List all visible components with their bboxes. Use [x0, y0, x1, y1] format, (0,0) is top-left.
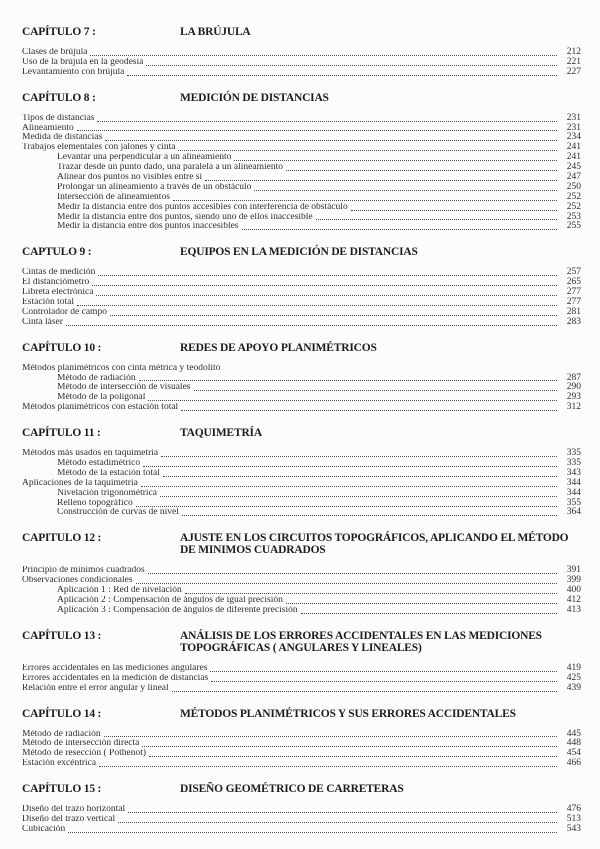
dot-leader	[161, 456, 557, 457]
dot-leader	[98, 275, 557, 276]
dot-leader	[316, 219, 557, 220]
toc-entry-page: 454	[566, 748, 581, 759]
dot-leader	[181, 410, 557, 411]
toc-entry-title: Método de radiación	[22, 729, 101, 739]
dot-leader	[139, 380, 557, 381]
chapter-label: CAPÍTULO 13 :	[22, 629, 102, 642]
dot-leader	[234, 160, 557, 161]
chapter-entries	[22, 805, 581, 835]
toc-entry-title: Trabajos elementales con jalones y cinta	[22, 143, 176, 153]
chapter-title-line: TOPOGRÁFICAS ( ANGULARES Y LINEALES)	[180, 641, 422, 654]
chapter-heading	[22, 26, 581, 38]
toc-entry	[22, 308, 581, 318]
toc-entry-title: Alinear dos puntos no visibles entre sí	[57, 173, 203, 182]
toc-entry-page: 257	[566, 267, 581, 278]
dot-leader	[242, 229, 557, 230]
toc-entry	[22, 364, 581, 374]
toc-entry-page: 241	[566, 152, 581, 163]
dot-leader	[194, 390, 558, 391]
chapter-entries	[22, 566, 581, 615]
dot-leader	[136, 506, 557, 507]
chapter-entries	[22, 664, 581, 694]
toc-entry-title: Medir la distancia entre dos puntos inaccesibles	[57, 222, 239, 232]
toc-entry-title: Construcción de curvas de nivel	[57, 508, 179, 518]
chapter-entries	[22, 114, 581, 233]
toc-entry	[22, 596, 581, 606]
chapter-title	[180, 92, 581, 104]
toc-entry	[22, 825, 581, 835]
chapter-section	[22, 427, 581, 518]
dot-leader	[286, 170, 557, 171]
toc-entry-title: Libreta electrónica	[22, 288, 94, 298]
dot-leader	[105, 140, 557, 141]
toc-entry	[22, 58, 581, 68]
toc-entry-title: Trazar desde un punto dado, una paralela a un alineamiento	[57, 163, 283, 173]
toc-entry-title: Uso de la brújula en la geodesia	[22, 57, 144, 67]
toc-entry-title: Clases de brújula	[22, 47, 88, 57]
toc-entry-title: Errores accidentales en la medición de distancias	[22, 673, 209, 683]
dot-leader	[77, 130, 557, 131]
chapter-heading	[22, 783, 581, 795]
toc-entry	[22, 684, 581, 694]
toc-entry	[22, 213, 581, 223]
toc-entry	[22, 383, 581, 393]
chapter-entries	[22, 268, 581, 327]
toc-entry	[22, 509, 581, 519]
chapter-title	[180, 246, 581, 258]
toc-entry-page: 391	[566, 565, 581, 576]
toc-entry-page: 343	[566, 467, 581, 478]
toc-entry-page: 231	[566, 122, 581, 133]
chapter-label: CAPÍTULO 8 :	[22, 91, 96, 104]
dot-leader	[90, 55, 557, 56]
toc-entry-page: 250	[566, 181, 581, 192]
toc-entry-page: 466	[566, 758, 581, 769]
chapter-title	[180, 783, 581, 795]
toc-entry	[22, 193, 581, 203]
chapter-title-line: DE MINIMOS CUADRADOS	[180, 544, 326, 557]
toc-entry-title: Aplicación 2 : Compensación de ángulos de igual precisión	[57, 596, 283, 606]
toc-entry-title: Levantamiento con brújula	[22, 67, 125, 77]
toc-entry-title: Relación entre el error angular y lineal	[22, 683, 169, 693]
toc-entry	[22, 203, 581, 213]
toc-entry-title: Aplicaciones de la taquimetría	[22, 478, 138, 488]
chapter-title-line: MEDICIÓN DE DISTANCIAS	[180, 91, 329, 104]
toc-entry-page: 255	[566, 221, 581, 232]
dot-leader	[205, 180, 557, 181]
toc-entry-title: Diseño del trazo vertical	[22, 814, 116, 824]
chapter-entries	[22, 364, 581, 413]
toc-entry-page: 212	[566, 46, 581, 57]
toc-entry-page: 344	[566, 487, 581, 498]
toc-entry-title: Estación total	[22, 298, 74, 308]
toc-entry-title: Errores accidentales en las mediciones angulares	[22, 663, 208, 673]
chapter-section	[22, 532, 581, 615]
toc-entry-title: Levantar una perpendicular a un alineamiento	[57, 153, 232, 163]
chapter-label: CAPÍTULO 15 :	[22, 783, 102, 796]
chapter-title	[180, 532, 581, 556]
toc-entry	[22, 815, 581, 825]
dot-leader	[185, 593, 557, 594]
toc-entry-title: Métodos planimétricos con cinta métrica y teodolito	[22, 363, 221, 373]
toc-entry-page: 543	[566, 823, 581, 834]
table-of-contents	[22, 26, 581, 835]
toc-entry-page: 281	[566, 306, 581, 317]
toc-entry-title: Cintas de medición	[22, 268, 96, 278]
toc-entry-page: 355	[566, 497, 581, 508]
chapter-section	[22, 342, 581, 413]
toc-entry-page: 412	[566, 595, 581, 606]
toc-entry-title: Diseño del trazo horizontal	[22, 805, 126, 815]
toc-entry-title: Medir la distancia entre dos puntos accesibles con interferencia de obstáculo	[57, 202, 348, 212]
dot-leader	[149, 756, 557, 757]
toc-entry-title: Nivelación trigonométrica	[57, 488, 157, 498]
toc-entry-page: 335	[566, 448, 581, 459]
toc-entry-page: 335	[566, 458, 581, 469]
toc-entry-title: Métodos planimétricos con estación total	[22, 403, 179, 413]
dot-leader	[77, 305, 557, 306]
dot-leader	[99, 766, 557, 767]
chapter-label: CAPÍTULO 7 :	[22, 26, 96, 38]
toc-entry	[22, 222, 581, 232]
chapter-label: CAPÍTULO 10 :	[22, 341, 102, 354]
dot-leader	[182, 515, 557, 516]
dot-leader	[172, 691, 557, 692]
toc-entry	[22, 449, 581, 459]
toc-entry-title: Estación excéntrica	[22, 759, 97, 769]
chapter-title	[180, 427, 581, 439]
toc-entry-page: 364	[566, 507, 581, 518]
dot-leader	[68, 832, 557, 833]
toc-entry-page: 287	[566, 372, 581, 383]
dot-leader	[286, 603, 557, 604]
toc-entry-page: 252	[566, 201, 581, 212]
toc-entry-page: 234	[566, 132, 581, 143]
chapter-title-line: EQUIPOS EN LA MEDICIÓN DE DISTANCIAS	[180, 246, 418, 259]
chapter-title-line: TAQUIMETRÍA	[180, 427, 262, 440]
toc-entry-page: 419	[566, 662, 581, 673]
toc-entry	[22, 730, 581, 740]
toc-entry-page: 227	[566, 66, 581, 77]
chapter-label: CAPTULO 9 :	[22, 246, 92, 259]
chapter-heading	[22, 532, 581, 556]
chapter-title-line: MÉTODOS PLANIMÉTRICOS Y SUS ERRORES ACCIDENTALES	[180, 707, 516, 720]
toc-entry	[22, 759, 581, 769]
chapter-section	[22, 246, 581, 327]
toc-entry-page: 265	[566, 277, 581, 288]
toc-entry	[22, 163, 581, 173]
dot-leader	[178, 150, 557, 151]
toc-entry-page: 221	[566, 56, 581, 67]
chapter-heading	[22, 342, 581, 354]
toc-entry	[22, 499, 581, 509]
chapter-heading	[22, 92, 581, 104]
toc-entry	[22, 674, 581, 684]
toc-entry-title: Controlador de campo	[22, 307, 107, 317]
toc-entry	[22, 576, 581, 586]
toc-entry	[22, 459, 581, 469]
chapter-title	[180, 708, 581, 720]
toc-entry-page: 344	[566, 477, 581, 488]
chapter-heading	[22, 246, 581, 258]
toc-entry-title: Método de intersección directa	[22, 739, 140, 749]
chapter-label: CAPITULO 12 :	[22, 532, 102, 545]
dot-leader	[66, 325, 557, 326]
dot-leader	[301, 613, 557, 614]
toc-entry-title: El distanciómetro	[22, 278, 90, 288]
chapter-title-line: ANÁLISIS DE LOS ERRORES ACCIDENTALES EN LAS MEDICIONES	[180, 629, 542, 642]
toc-entry-title: Medir la distancia entre dos puntos, siendo uno de ellos inaccesible	[57, 212, 313, 222]
dot-leader	[173, 200, 557, 201]
toc-entry-page: 312	[566, 402, 581, 413]
dot-leader	[118, 822, 557, 823]
toc-entry	[22, 318, 581, 328]
toc-entry-title: Aplicación 1 : Red de nivelación	[57, 586, 182, 596]
toc-entry-title: Principio de mínimos cuadrados	[22, 566, 145, 576]
dot-leader	[97, 121, 557, 122]
toc-entry-page: 231	[566, 112, 581, 123]
chapter-title	[180, 342, 581, 354]
toc-entry	[22, 288, 581, 298]
toc-entry	[22, 489, 581, 499]
toc-entry-title: Aplicación 3 : Compensación de ángulos de diferente precisión	[57, 605, 298, 615]
toc-entry	[22, 479, 581, 489]
toc-entry	[22, 606, 581, 616]
dot-leader	[127, 75, 557, 76]
dot-leader	[92, 285, 557, 286]
toc-entry-title: Método de radiación	[57, 373, 136, 383]
toc-entry	[22, 268, 581, 278]
dot-leader	[141, 486, 557, 487]
toc-entry-title: Medida de distancias	[22, 133, 103, 143]
dot-leader	[136, 583, 557, 584]
chapter-entries	[22, 449, 581, 518]
dot-leader	[160, 496, 557, 497]
toc-entry-title: Tipos de distancias	[22, 113, 95, 123]
toc-entry-page: 277	[566, 287, 581, 298]
toc-entry	[22, 403, 581, 413]
toc-entry-title: Método de la poligonal	[57, 393, 146, 403]
toc-entry-page: 448	[566, 738, 581, 749]
toc-entry-title: Intersección de alineamientos	[57, 192, 170, 202]
toc-entry-page: 245	[566, 162, 581, 173]
toc-entry-title: Observaciones condicionales	[22, 576, 133, 586]
chapter-entries	[22, 48, 581, 78]
toc-entry	[22, 469, 581, 479]
toc-entry	[22, 586, 581, 596]
toc-entry-page: 513	[566, 813, 581, 824]
toc-entry-page: 283	[566, 316, 581, 327]
chapter-title-line: LA BRÚJULA	[180, 26, 251, 38]
dot-leader	[211, 681, 557, 682]
toc-entry	[22, 374, 581, 384]
chapter-title-line: REDES DE APOYO PLANIMÉTRICOS	[180, 341, 377, 354]
toc-entry-title: Método de intersección de visuales	[57, 383, 191, 393]
chapter-title	[180, 26, 581, 38]
toc-entry-title: Método estadimétrico	[57, 459, 141, 469]
dot-leader	[163, 476, 557, 477]
dot-leader	[254, 190, 557, 191]
toc-entry-page: 445	[566, 728, 581, 739]
toc-entry	[22, 298, 581, 308]
toc-entry	[22, 805, 581, 815]
toc-entry-page: 253	[566, 211, 581, 222]
chapter-heading	[22, 427, 581, 439]
toc-entry	[22, 114, 581, 124]
toc-entry-title: Cubicación	[22, 824, 66, 834]
chapter-section	[22, 783, 581, 835]
toc-entry	[22, 393, 581, 403]
toc-entry	[22, 278, 581, 288]
toc-entry-page: 425	[566, 672, 581, 683]
chapter-section	[22, 26, 581, 78]
toc-entry-title: Relleno topográfico	[57, 498, 133, 508]
toc-entry-page: 476	[566, 804, 581, 815]
dot-leader	[142, 746, 557, 747]
chapter-label: CAPÍTULO 11 :	[22, 427, 101, 440]
dot-leader	[148, 400, 557, 401]
chapter-title-line: DISEÑO GEOMÉTRICO DE CARRETERAS	[180, 783, 404, 796]
dot-leader	[104, 736, 557, 737]
dot-leader	[128, 812, 557, 813]
toc-entry-page: 399	[566, 575, 581, 586]
toc-entry-title: Métodos más usados en taquimetría	[22, 449, 159, 459]
toc-entry	[22, 153, 581, 163]
toc-entry	[22, 664, 581, 674]
toc-entry-page: 277	[566, 297, 581, 308]
toc-entry	[22, 48, 581, 58]
chapter-entries	[22, 730, 581, 770]
toc-entry-page: 247	[566, 172, 581, 182]
toc-entry	[22, 143, 581, 153]
toc-entry	[22, 68, 581, 78]
toc-entry-page: 439	[566, 682, 581, 693]
toc-entry-page: 241	[566, 142, 581, 153]
chapter-label: CAPÍTULO 14 :	[22, 707, 102, 720]
chapter-section	[22, 630, 581, 694]
toc-entry-page: 293	[566, 392, 581, 403]
chapter-section	[22, 708, 581, 770]
dot-leader	[148, 573, 557, 574]
toc-entry-page: 400	[566, 585, 581, 596]
toc-entry	[22, 566, 581, 576]
toc-entry-title: Método de la estación total	[57, 468, 160, 478]
toc-entry-page: 290	[566, 382, 581, 393]
dot-leader	[146, 65, 557, 66]
toc-entry-page: 252	[566, 191, 581, 202]
dot-leader	[96, 295, 557, 296]
toc-entry-page: 413	[566, 604, 581, 615]
toc-entry	[22, 124, 581, 134]
toc-entry-title: Cinta láser	[22, 317, 63, 327]
toc-entry	[22, 133, 581, 143]
dot-leader	[210, 671, 557, 672]
chapter-heading	[22, 630, 581, 654]
dot-leader	[143, 466, 557, 467]
chapter-section	[22, 92, 581, 233]
toc-entry-title: Prolongar un alineamiento a través de un obstáculo	[57, 182, 252, 192]
dot-leader	[110, 315, 557, 316]
chapter-heading	[22, 708, 581, 720]
toc-entry	[22, 173, 581, 183]
toc-entry	[22, 183, 581, 193]
toc-entry	[22, 739, 581, 749]
chapter-title-line: AJUSTE EN LOS CIRCUITOS TOPOGRÁFICOS, APLICANDO EL MÉTODO	[180, 532, 569, 545]
chapter-title	[180, 630, 581, 654]
toc-entry-title: Método de resección ( Pothenot)	[22, 749, 146, 759]
toc-entry	[22, 749, 581, 759]
toc-entry-title: Alineamiento	[22, 123, 74, 133]
dot-leader	[351, 210, 557, 211]
